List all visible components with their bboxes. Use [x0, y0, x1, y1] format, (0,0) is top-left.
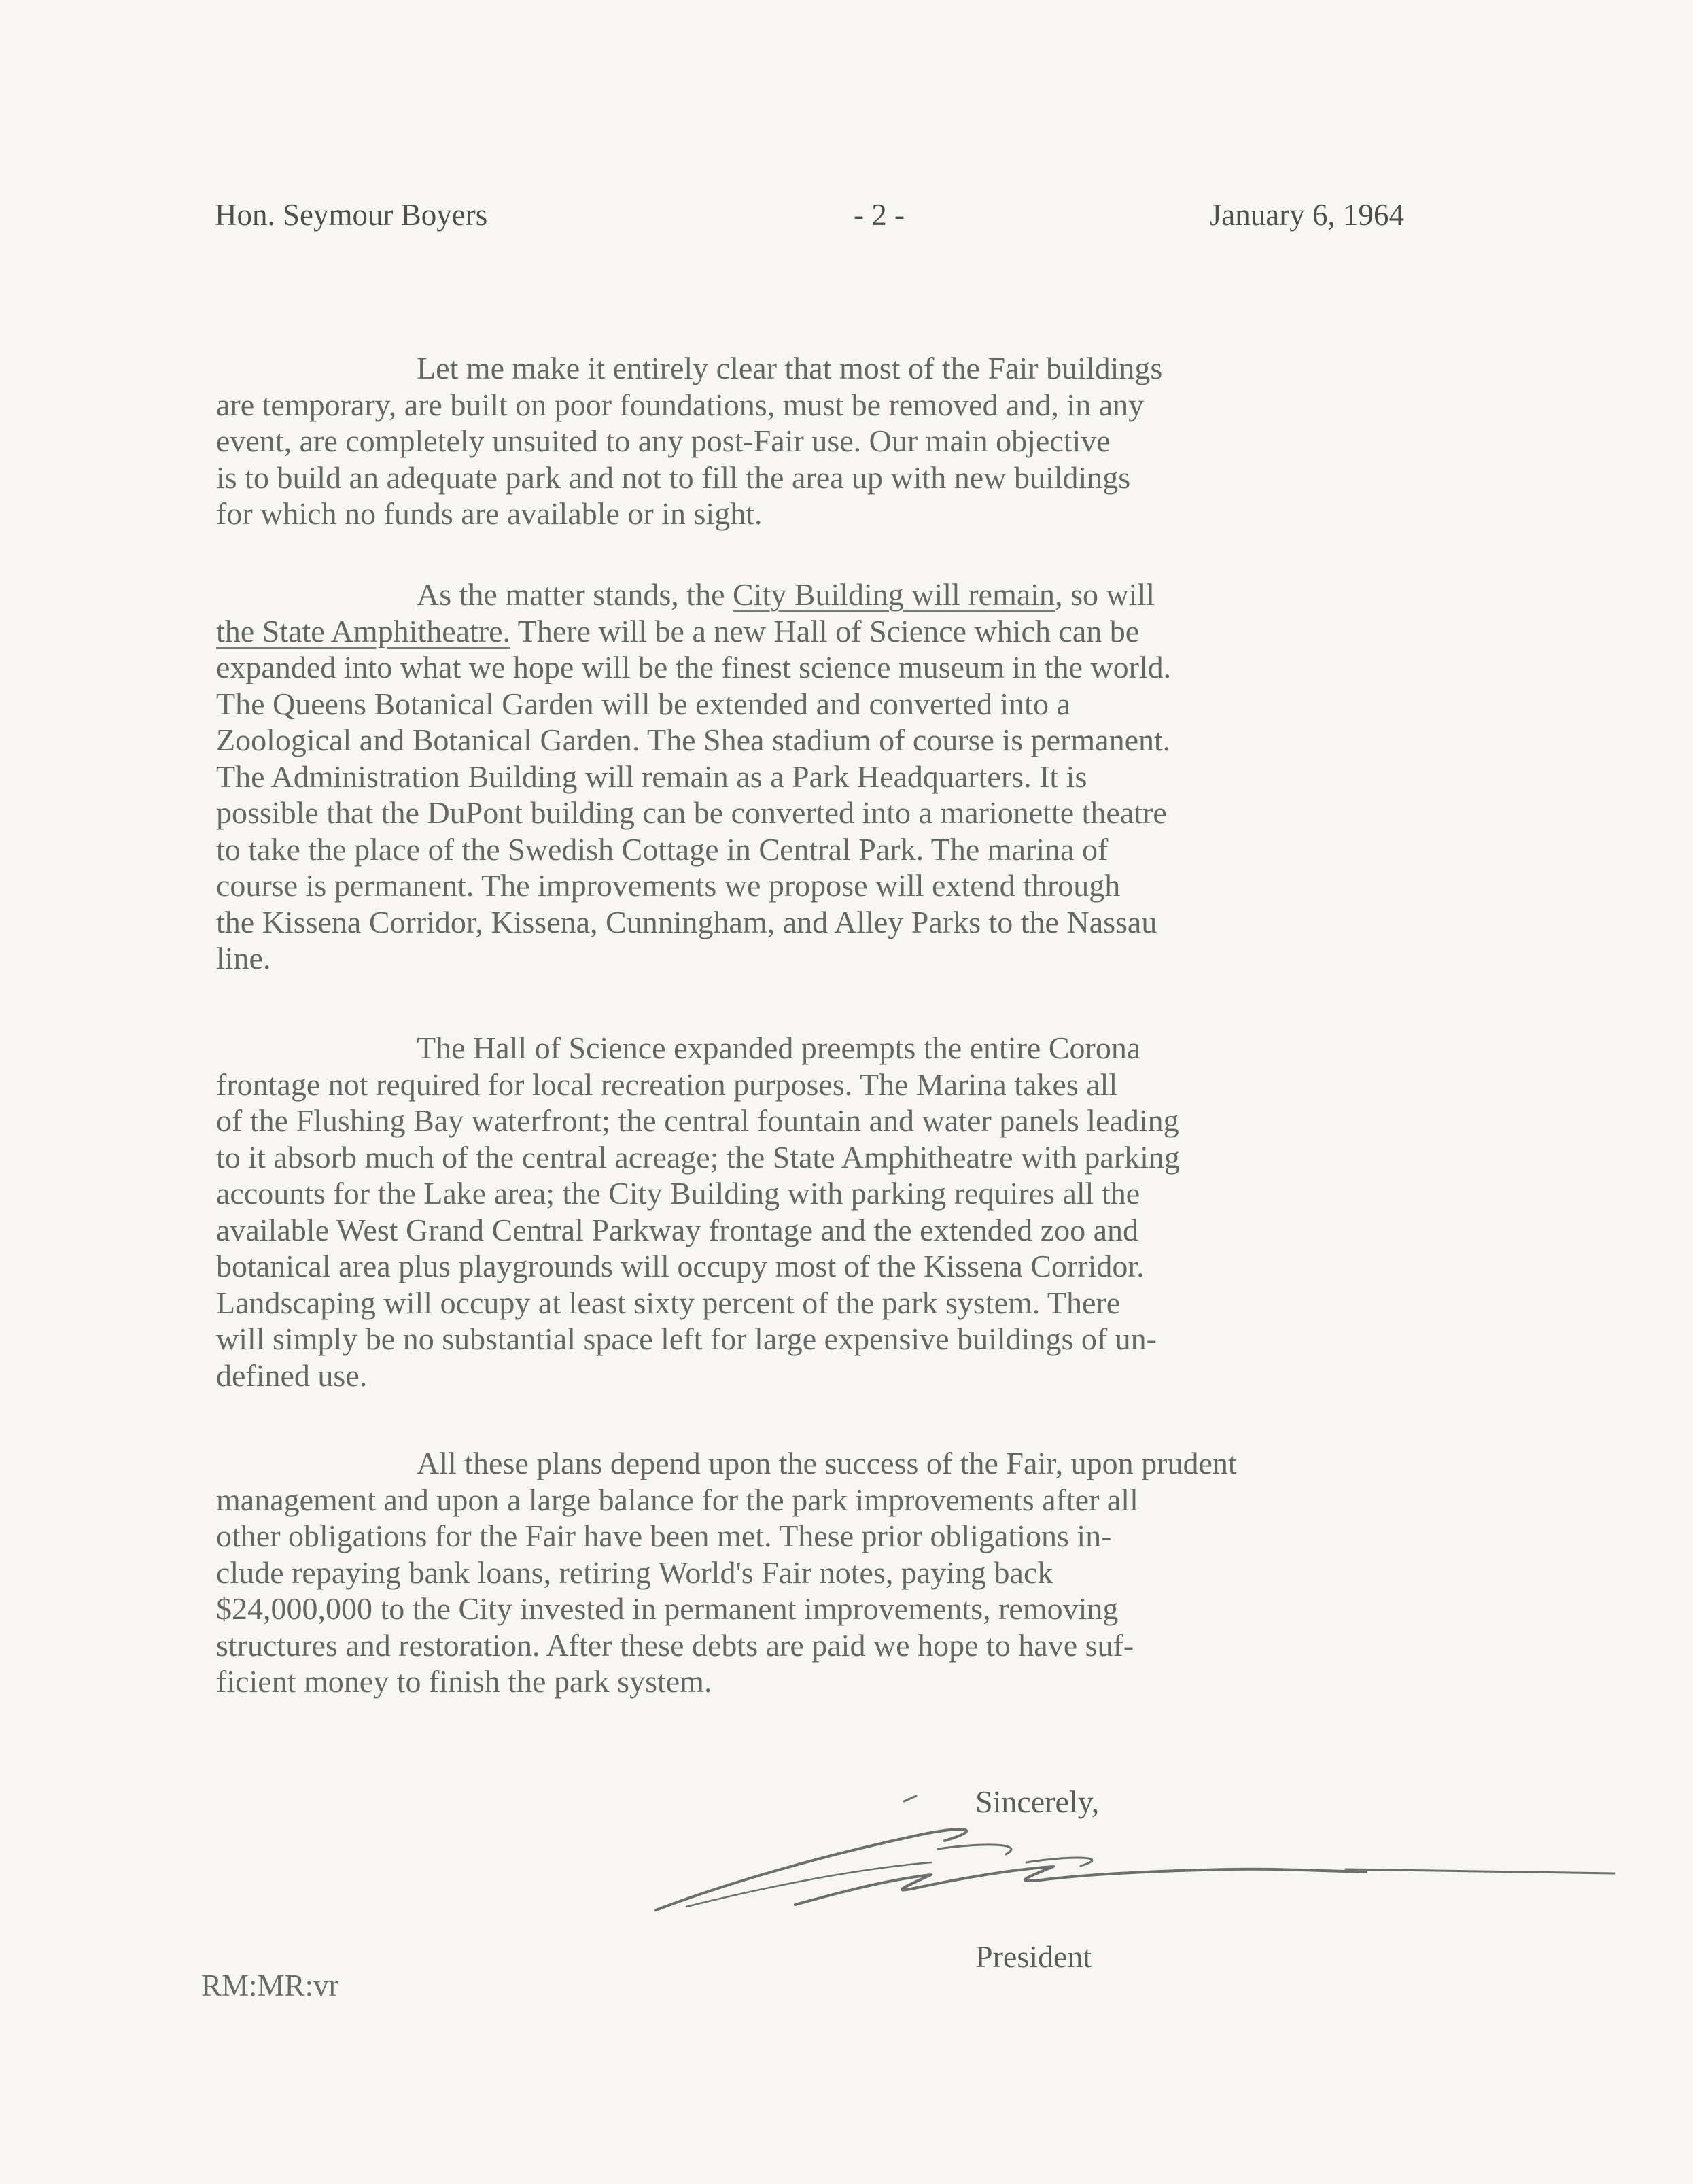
paragraph-4 [216, 1445, 1531, 1700]
text-line: The Queens Botanical Garden will be extended and converted into a [216, 686, 1070, 721]
addressee: Hon. Seymour Boyers [215, 198, 488, 232]
underlined-city-building: City Building will remain [733, 577, 1055, 612]
text-line [216, 576, 1531, 613]
text-line: to it absorb much of the central acreage; the State Amphitheatre with parking [216, 1139, 1180, 1175]
paragraph-2 [216, 576, 1531, 977]
text-line: structures and restoration. After these debts are paid we hope to have suf- [216, 1627, 1134, 1663]
paragraph-3 [216, 1030, 1531, 1393]
text-line: line. [216, 941, 271, 975]
text-line: will simply be no substantial space left for large expensive buildings of un- [216, 1321, 1157, 1356]
text-line: the Kissena Corridor, Kissena, Cunningham, and Alley Parks to the Nassau [216, 904, 1157, 939]
signature-image [646, 1754, 1631, 1951]
text-line: frontage not required for local recreation purposes. The Marina takes all [216, 1067, 1118, 1102]
text-line: event, are completely unsuited to any post-Fair use. Our main objective [216, 423, 1111, 458]
letter-date: January 6, 1964 [1209, 198, 1404, 232]
text-fragment: , so will [1055, 577, 1155, 612]
signer-title: President [975, 1939, 1092, 1974]
text-line: course is permanent. The improvements we propose will extend through [216, 868, 1121, 903]
text-line: expanded into what we hope will be the finest science museum in the world. [216, 650, 1172, 684]
text-line: to take the place of the Swedish Cottage in Central Park. The marina of [216, 831, 1109, 867]
text-fragment: As the matter stands, the [417, 577, 733, 612]
text-line: $24,000,000 to the City invested in permanent improvements, removing [216, 1591, 1119, 1626]
underlined-state-amphitheatre: the State Amphitheatre. [216, 613, 511, 648]
text-line: other obligations for the Fair have been met. These prior obligations in- [216, 1519, 1112, 1553]
page-header [215, 197, 1404, 245]
reference-initials: RM:MR:vr [201, 1969, 339, 2003]
text-line: available West Grand Central Parkway frontage and the extended zoo and [216, 1212, 1139, 1247]
valediction: Sincerely, [975, 1784, 1100, 1819]
text-line: for which no funds are available or in sight. [216, 496, 763, 531]
text-line: botanical area plus playgrounds will occupy most of the Kissena Corridor. [216, 1249, 1145, 1283]
text-line: management and upon a large balance for the park improvements after all [216, 1482, 1138, 1517]
text-line: possible that the DuPont building can be converted into a marionette theatre [216, 795, 1167, 830]
text-line: All these plans depend upon the success of the Fair, upon prudent [417, 1446, 1237, 1480]
text-line: ficient money to finish the park system. [216, 1664, 712, 1699]
paragraph-1 [216, 350, 1531, 532]
text-line: The Hall of Science expanded preempts the entire Corona [417, 1030, 1141, 1065]
text-fragment: There will be a new Hall of Science which can be [510, 613, 1140, 648]
text-line: Let me make it entirely clear that most of the Fair buildings [417, 351, 1163, 385]
text-line: Zoological and Botanical Garden. The Shea stadium of course is permanent. [216, 723, 1171, 757]
text-line: The Administration Building will remain as a Park Headquarters. It is [216, 759, 1087, 794]
text-line: clude repaying bank loans, retiring World's Fair notes, paying back [216, 1555, 1053, 1590]
text-line: accounts for the Lake area; the City Building with parking requires all the [216, 1176, 1140, 1211]
text-line: of the Flushing Bay waterfront; the central fountain and water panels leading [216, 1103, 1179, 1138]
text-line [216, 613, 1531, 650]
text-line: is to build an adequate park and not to fill the area up with new buildings [216, 460, 1131, 495]
page-number: - 2 - [854, 198, 905, 232]
text-line: are temporary, are built on poor foundations, must be removed and, in any [216, 387, 1145, 422]
text-line: Landscaping will occupy at least sixty percent of the park system. There [216, 1285, 1121, 1320]
text-line: defined use. [216, 1357, 368, 1393]
